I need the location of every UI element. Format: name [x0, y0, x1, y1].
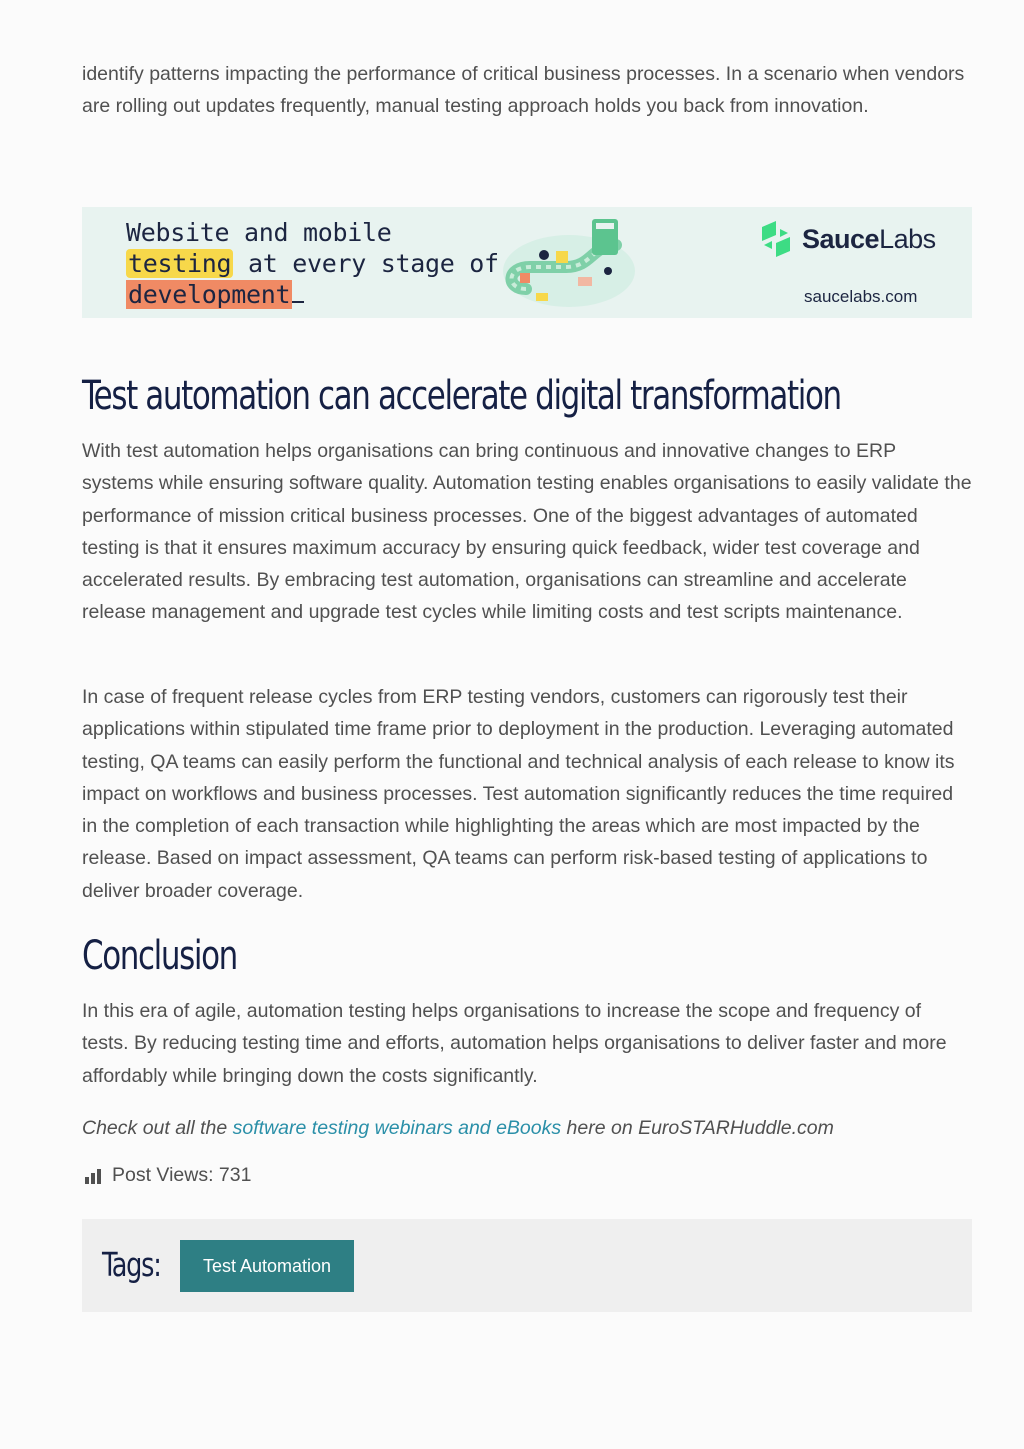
section1-paragraph-2: In case of frequent release cycles from ERP testing vendors, customers can rigorously test their applications within stipulated time frame prior to deployment in the production. Leveraging automated testing, QA teams can easily perform the functional and technical analysis of each release to know its impact on workflows and business processes. Test automation significantly reduces the time required in the completion of each transaction while highlighting the areas which are most impacted by the release. Based on impact assessment, QA teams can perform risk-based testing of applications to deliver broader coverage. — [82, 686, 955, 902]
conclusion-paragraph: In this era of agile, automation testing helps organisations to increase the scope and frequency of tests. By reducing testing time and efforts, automation helps organisations to deliver faster and more affordably while bringing down the costs significantly. — [82, 1000, 947, 1087]
ad-headline — [126, 217, 499, 310]
section-heading-conclusion: Conclusion — [82, 933, 237, 979]
brand-prefix: Sauce — [802, 223, 880, 254]
ad-line-2-rest: at every stage of — [233, 249, 499, 278]
tags-box — [82, 1219, 972, 1312]
ad-highlight-testing: testing — [128, 249, 232, 278]
ad-line-1: Website and mobile — [126, 218, 392, 247]
pipeline-illustration-icon — [496, 211, 642, 315]
ad-url[interactable]: saucelabs.com — [804, 287, 918, 306]
section1-paragraph-1: With test automation helps organisations can bring continuous and innovative changes to ERP systems while ensuring software quality. Automation testing enables organisations to easily validate the performance of mission critical business processes. One of the biggest advantages of automated testing is that it ensures maximum accuracy by ensuring quick feedback, wider test coverage and accelerated results. By embracing test automation, organisations can streamline and accelerate release management and upgrade test cycles while limiting costs and test scripts maintenance. — [82, 440, 972, 624]
post-views — [84, 1164, 251, 1187]
check-suffix: here on EuroSTARHuddle.com — [561, 1117, 834, 1139]
post-views-label: Post Views: 731 — [112, 1164, 252, 1186]
saucelabs-brand[interactable] — [758, 221, 936, 257]
intro-paragraph: identify patterns impacting the performance of critical business processes. In a scenario when vendors are rolling out updates frequently, manual testing approach holds you back from innovation. — [82, 63, 965, 118]
ad-line-2 — [126, 248, 499, 279]
check-prefix: Check out all the — [82, 1117, 233, 1139]
section-heading-test-automation: Test automation can accelerate digital transformation — [82, 373, 841, 419]
cursor-underscore — [292, 301, 304, 303]
tags-label: Tags: — [102, 1245, 161, 1284]
saucelabs-logo-icon — [758, 221, 794, 257]
saucelabs-ad-banner[interactable] — [82, 207, 972, 318]
ad-line-3 — [126, 279, 499, 310]
check-out-line — [82, 1112, 834, 1144]
webinars-ebooks-link[interactable]: software testing webinars and eBooks — [232, 1117, 562, 1139]
bar-chart-icon — [84, 1168, 102, 1184]
brand-name — [802, 224, 936, 255]
brand-suffix: Labs — [879, 223, 936, 254]
ad-highlight-development: development — [128, 280, 291, 309]
tag-test-automation[interactable]: Test Automation — [180, 1240, 354, 1292]
